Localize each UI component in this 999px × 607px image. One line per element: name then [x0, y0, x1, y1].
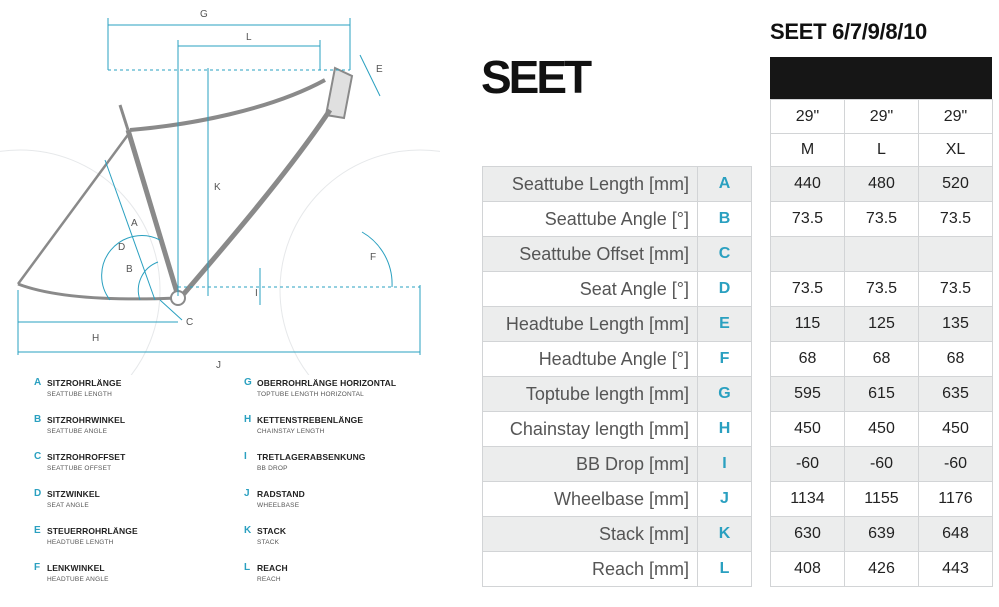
- dim-label-i: I: [255, 288, 258, 299]
- row-label: BB Drop [mm]: [482, 446, 698, 482]
- legend-label-en: SEATTUBE ANGLE: [47, 428, 108, 435]
- brand-title: SEET: [481, 51, 590, 103]
- legend-label-en: SEAT ANGLE: [47, 502, 89, 509]
- row-value-m: 73.5: [770, 201, 845, 237]
- legend-label-de: REACH: [257, 563, 288, 573]
- dim-label-c: C: [186, 317, 194, 328]
- row-letter: A: [697, 166, 752, 202]
- row-value-xl: -60: [918, 446, 993, 482]
- row-value-l: [844, 236, 919, 272]
- legend-label-de: SITZROHROFFSET: [47, 452, 126, 462]
- legend-letter: I: [244, 451, 247, 462]
- legend-label-en: SEATTUBE LENGTH: [47, 391, 113, 398]
- legend-label-de: KETTENSTREBENLÄNGE: [257, 415, 364, 425]
- row-value-xl: [918, 236, 993, 272]
- dim-label-l: L: [246, 32, 252, 43]
- row-letter: D: [697, 271, 752, 307]
- row-label: Chainstay length [mm]: [482, 411, 698, 447]
- legend-label-de: STACK: [257, 526, 287, 536]
- row-value-xl: 443: [918, 551, 993, 587]
- row-label: Headtube Length [mm]: [482, 306, 698, 342]
- front-wheel-outline: [280, 150, 440, 375]
- row-label: Seattube Length [mm]: [482, 166, 698, 202]
- legend-label-en: BB DROP: [257, 465, 288, 472]
- row-value-l: 615: [844, 376, 919, 412]
- row-letter: J: [697, 481, 752, 517]
- row-label: Reach [mm]: [482, 551, 698, 587]
- row-value-xl: 450: [918, 411, 993, 447]
- legend-letter: C: [34, 451, 42, 462]
- row-value-xl: 1176: [918, 481, 993, 517]
- legend-letter: K: [244, 525, 252, 536]
- row-letter: E: [697, 306, 752, 342]
- frame-size-header-l: L: [844, 133, 919, 167]
- legend-letter: G: [244, 377, 252, 388]
- legend-label-en: SEATTUBE OFFSET: [47, 465, 112, 472]
- row-value-m: [770, 236, 845, 272]
- row-value-xl: 648: [918, 516, 993, 552]
- legend-letter: H: [244, 414, 252, 425]
- dim-label-f: F: [370, 252, 377, 263]
- row-value-l: -60: [844, 446, 919, 482]
- row-value-m: -60: [770, 446, 845, 482]
- row-letter: B: [697, 201, 752, 237]
- legend-label-de: STEUERROHRLÄNGE: [47, 526, 138, 536]
- legend-label-en: TOPTUBE LENGTH HORIZONTAL: [257, 391, 364, 398]
- row-value-m: 1134: [770, 481, 845, 517]
- legend-label-de: LENKWINKEL: [47, 563, 105, 573]
- row-value-xl: 73.5: [918, 271, 993, 307]
- legend-label-de: RADSTAND: [257, 489, 305, 499]
- row-value-m: 450: [770, 411, 845, 447]
- row-value-xl: 73.5: [918, 201, 993, 237]
- size-heading: SEET 6/7/9/8/10: [770, 19, 927, 44]
- row-value-m: 440: [770, 166, 845, 202]
- row-label: Seat Angle [°]: [482, 271, 698, 307]
- row-value-xl: 135: [918, 306, 993, 342]
- dim-label-b: B: [126, 264, 133, 275]
- legend-label-en: REACH: [257, 576, 281, 583]
- row-value-l: 68: [844, 341, 919, 377]
- row-value-xl: 68: [918, 341, 993, 377]
- row-letter: K: [697, 516, 752, 552]
- row-label: Seattube Offset [mm]: [482, 236, 698, 272]
- legend-letter: B: [34, 414, 42, 425]
- dim-label-d: D: [118, 242, 126, 253]
- row-label: Toptube length [mm]: [482, 376, 698, 412]
- legend-letter: J: [244, 488, 250, 499]
- row-value-m: 115: [770, 306, 845, 342]
- row-letter: I: [697, 446, 752, 482]
- row-letter: L: [697, 551, 752, 587]
- row-value-l: 450: [844, 411, 919, 447]
- frame-geometry-diagram: [0, 0, 440, 375]
- dim-label-e: E: [376, 64, 383, 75]
- row-value-l: 639: [844, 516, 919, 552]
- dim-label-h: H: [92, 333, 100, 344]
- row-letter: G: [697, 376, 752, 412]
- row-value-m: 68: [770, 341, 845, 377]
- wheel-size-header-xl: 29": [918, 99, 993, 134]
- legend-label-en: HEADTUBE LENGTH: [47, 539, 114, 546]
- row-value-l: 1155: [844, 481, 919, 517]
- legend-label-de: SITZROHRLÄNGE: [47, 378, 122, 388]
- legend-label-de: TRETLAGERABSENKUNG: [257, 452, 366, 462]
- legend-label-de: OBERROHRLÄNGE HORIZONTAL: [257, 378, 397, 388]
- row-label: Wheelbase [mm]: [482, 481, 698, 517]
- row-value-xl: 520: [918, 166, 993, 202]
- legend-label-de: SITZWINKEL: [47, 489, 100, 499]
- row-value-xl: 635: [918, 376, 993, 412]
- wheel-size-header-m: 29": [770, 99, 845, 134]
- legend-letter: D: [34, 488, 42, 499]
- row-label: Stack [mm]: [482, 516, 698, 552]
- legend-label-en: HEADTUBE ANGLE: [47, 576, 109, 583]
- frame-size-header-xl: XL: [918, 133, 993, 167]
- rear-wheel-outline: [0, 150, 160, 375]
- row-value-m: 595: [770, 376, 845, 412]
- row-label: Seattube Angle [°]: [482, 201, 698, 237]
- wheel-size-header-l: 29": [844, 99, 919, 134]
- legend-letter: E: [34, 525, 41, 536]
- dim-label-j: J: [216, 360, 221, 371]
- table-header-bar: [770, 57, 992, 99]
- row-value-l: 73.5: [844, 201, 919, 237]
- legend-label-de: SITZROHRWINKEL: [47, 415, 126, 425]
- row-value-l: 480: [844, 166, 919, 202]
- row-value-m: 408: [770, 551, 845, 587]
- dim-label-a: A: [131, 218, 138, 229]
- row-letter: F: [697, 341, 752, 377]
- legend-letter: L: [244, 562, 251, 573]
- row-value-m: 73.5: [770, 271, 845, 307]
- dim-label-k: K: [214, 182, 221, 193]
- legend-letter: F: [34, 562, 41, 573]
- row-value-l: 125: [844, 306, 919, 342]
- frame-size-header-m: M: [770, 133, 845, 167]
- row-value-m: 630: [770, 516, 845, 552]
- row-letter: C: [697, 236, 752, 272]
- legend-label-en: WHEELBASE: [257, 502, 300, 509]
- legend-label-en: CHAINSTAY LENGTH: [257, 428, 325, 435]
- legend-letter: A: [34, 377, 42, 388]
- row-value-l: 426: [844, 551, 919, 587]
- legend-label-en: STACK: [257, 539, 280, 546]
- row-value-l: 73.5: [844, 271, 919, 307]
- row-letter: H: [697, 411, 752, 447]
- dim-label-g: G: [200, 9, 208, 20]
- row-label: Headtube Angle [°]: [482, 341, 698, 377]
- bike-frame: [18, 68, 352, 305]
